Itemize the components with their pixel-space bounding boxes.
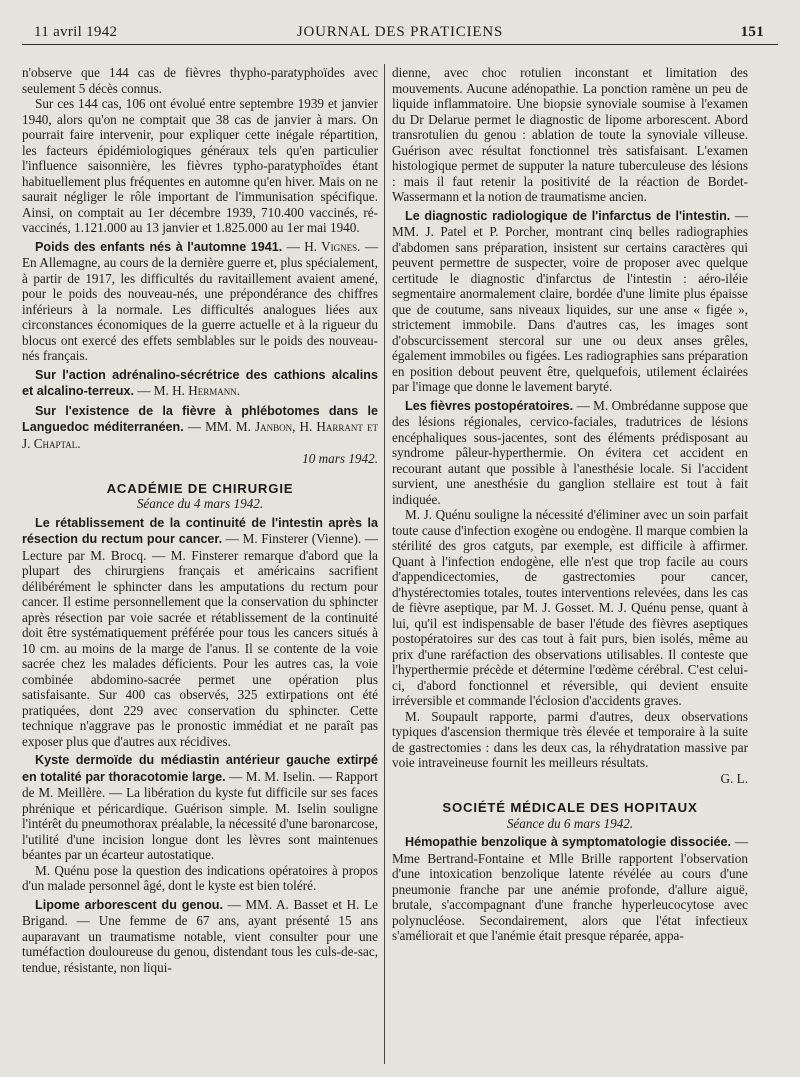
page-number: 151	[740, 24, 764, 40]
paragraph: dienne, avec choc rotulien inconstant et limitation des mouvements. Aucune adénopathie. La ponction ramène un peu de liquide inflammatoire. Une biopsie synoviale soumise à l'examen du Dr Delarue permet le diagnostic de lipome arborescent. Abord transrotulien du genou : ablation de toute la synoviale villeuse. Guérison avec résultat fonctionnel très satisfaisant. L'examen histologique permet de supputer la nature tuberculeuse des lésions : mais il faut retenir la positivité de la réaction de Bordet-Wassermann et la notion de traumatisme ancien.	[392, 65, 748, 204]
section-title: ACADÉMIE DE CHIRURGIE	[106, 480, 294, 496]
article-kyste	[22, 752, 378, 863]
section-seance: Séance du 6 mars 1942.	[506, 815, 634, 831]
article-title: Poids des enfants nés à l'automne 1941.	[35, 239, 283, 254]
article-text: — M. M. Iselin. — Rapport de M. Meillère. — La libération du kyste fut difficile sur ses faces phrénique et péricardique. Guérison simple. M. Iselin souligne l'intérêt du pneumothorax préalable, la nécessité d'une baronarcose, l'utilité d'une incision longue dont les lèvres sont maintenues béantes par un écarteur autostatique.	[22, 768, 378, 862]
article-author: — M. H. Hermann.	[134, 383, 241, 398]
article-fievres-postop	[392, 398, 748, 508]
paragraph: M. Quénu pose la question des indications opératoires à propos d'un malade personnel âgé, dont le kyste est bien toléré.	[22, 862, 378, 893]
article-text: — MM. J. Patel et P. Porcher, montrant cinq belles radiographies d'abdomen sans préparation, insistent sur certains caractères qui peuvent permettre de suspecter, voire de proposer avec quelque certitude le diagnostic d'infarctus de l'intestin : aéro-iléie segmentaire anormalement claire, bordée d'une limite plus épaisse que de coutume, sans niveaux liquides, sur une anse « figée », strictement immobile. Dans d'autres cas, les images sont d'obscurcissement stercoral sur une ou deux anses grêles, également immobiles ou figées. Les radiographies sans préparation en position debout peuvent être, quelquefois, utilement éclairées par l'image que donne le lavement baryté.	[392, 207, 749, 394]
article-title: Hémopathie benzolique à symptomatologie dissociée.	[405, 835, 732, 849]
article-hemopathie	[392, 834, 748, 944]
article-title: Kyste dermoïde du médiastin antérieur gauche extirpé en totalité par thoracotomie large.	[22, 753, 378, 784]
signature: G. L.	[720, 770, 748, 786]
paragraph: Sur ces 144 cas, 106 ont évolué entre septembre 1939 et janvier 1940, alors qu'on ne comptait que 38 cas de janvier à mars. On pourrait faire intervenir, pour expliquer cette inégale répartition, les facteurs épidémiologiques généraux tels qu'en particulier l'influence saisonnière, les fièvres typho-paratyphoïdes étant habituellement plus fréquentes en automne qu'en hiver. Mais on ne saurait négliger le rôle important de l'immunisation spécifique. Ainsi, on comptait au 1er décembre 1939, 710.400 vaccinés, ré-vaccinés, 1.121.000 au 13 janvier et 1.825.000 au 1er mai 1940.	[22, 96, 378, 235]
left-column	[22, 65, 378, 975]
right-column	[392, 65, 748, 944]
article-text: — M. Finsterer (Vienne). — Lecture par M. Brocq. — M. Finsterer remarque d'abord que la plupart des chirurgiens français et américains sacrifient délibérément le sphincter dans les amputations du rectum pour cancer. Il estime personnellement que la conservation du sphincter après résection par voie sacrée et rétablissement de la continuité doit être systématiquement préférée pour tous les cancers situés à 10 cm. au moins de la marge de l'anus. Il se contente de la voie sacrée chez les malades déficients. Pour les autres cas, la voie combinée abdomino-sacrée permet une opération plus satisfaisante. Sur 400 cas observés, 325 extirpations ont été pratiquées, dont 229 avec conservation du sphincter. Cette technique n'aggrave pas le pronostic immédiat et ne paraît pas exposer plus que d'autres aux récidives.	[22, 531, 378, 749]
article-diagnostic	[392, 208, 748, 395]
article-author: — MM. M. Janbon, H. Harrant et J. Chaptal.	[22, 419, 378, 451]
article-poids	[22, 239, 378, 364]
article-fievre-phlebotomes	[22, 403, 378, 452]
article-lipome	[22, 897, 378, 976]
article-title: Sur l'existence de la fièvre à phlébotomes dans le Languedoc méditerranéen.	[22, 403, 378, 434]
article-title: Le diagnostic radiologique de l'infarctus de l'intestin.	[405, 208, 731, 223]
article-text: — M. Ombrédanne suppose que des lésions régionales, cervico-faciales, tradutrices de lésions encéphaliques sous-jacentes, sont des éléments prédisposant au syndrome pâleur-hyperthermie. On évitera cet accident en recourant autant que possible à l'anesthésie locale. Si l'accident survient, une anesthésie du ganglion stellaire est tout à fait indiquée.	[392, 397, 749, 507]
article-action	[22, 367, 378, 400]
article-title: Lipome arborescent du genou.	[35, 897, 223, 912]
running-header	[22, 20, 778, 45]
paragraph: M. J. Quénu souligne la nécessité d'éliminer avec un soin parfait toute cause d'infection exogène ou endogène. Il marque combien la stérilité des gros catguts, par exemple, est difficile à affirmer. Quant à l'infection endogène, elle n'est que trop facile au cours d'appendicectomies, de gastrectomies pour cancer, d'hystérectomies totales, toutes interventions relevées, dans les cas de fièvre aseptique, par M. J. Gosset. M. J. Quénu pense, quant à lui, qu'il est indispensable de baser l'étude des fièvres aseptiques postopératoires sur des cas tout à fait purs, bien isolés, même au prix d'une raréfaction des observations utilisables. Il conteste que l'hyperthermie précède et détermine l'œdème cérébral. C'est celui-ci, d'abord fonctionnel et réversible, qui devient ensuite irréversible et commande l'éclosion d'accidents graves.	[392, 507, 748, 708]
article-text: — Mme Bertrand-Fontaine et Mlle Brille rapportent l'observation d'une intoxication benzolique latente révélée au cours d'une pneumonie franche par une anémie profonde, d'allure aiguë, brutale, s'accompagnant d'une franche hyperleucocytose avec polynucléose. Secondairement, alors que l'état infectieux s'améliorait et que l'anémie était presque réparée, appa-	[392, 834, 748, 943]
dateline: 10 mars 1942.	[302, 451, 378, 466]
article-title: Sur l'action adrénalino-sécrétrice des cathions alcalins et alcalino-terreux.	[22, 367, 378, 398]
section-title: SOCIÉTÉ MÉDICALE DES HOPITAUX	[442, 800, 698, 815]
article-retablissement	[22, 515, 378, 750]
article-text: — MM. A. Basset et H. Le Brigand. — Une femme de 67 ans, ayant présenté 15 ans auparavant un traumatisme notable, vient consulter pour une tuméfaction douloureuse du genou, distendant tous les culs-de-sac, tendue, résistante, non liqui-	[22, 896, 378, 975]
header-date: 11 avril 1942	[34, 24, 118, 40]
journal-title: JOURNAL DES PRATICIENS	[296, 24, 504, 40]
column-divider	[384, 64, 385, 1064]
article-title: Les fièvres postopératoires.	[405, 398, 574, 413]
section-seance: Séance du 4 mars 1942.	[136, 496, 264, 511]
article-text: — En Allemagne, au cours de la dernière guerre et, plus spécialement, à partir de 1917, les difficultés du ravitaillement avaient amené, pour le poids des nouveau-nés, une prépondérance des chiffres inférieurs à la normale. Les difficultés analogues liées aux circonstances économiques de la guerre actuelle et à la rigueur du blocus ont exercé des effets semblables sur le poids des nouveau-nés français.	[22, 238, 379, 363]
paragraph: M. Soupault rapporte, parmi d'autres, deux observations typiques d'ascension thermique très élevée et temporaire à la suite de gastrectomies : dans les deux cas, la réhydratation massive par voie intraveineuse fournit les meilleurs résultats.	[392, 708, 748, 770]
article-title: Le rétablissement de la continuité de l'intestin après la résection du rectum pour cancer.	[22, 515, 378, 546]
paragraph: n'observe que 144 cas de fièvres thypho-paratyphoïdes avec seulement 5 décès connus.	[22, 65, 378, 96]
article-author: — H. Vignes.	[282, 238, 361, 254]
